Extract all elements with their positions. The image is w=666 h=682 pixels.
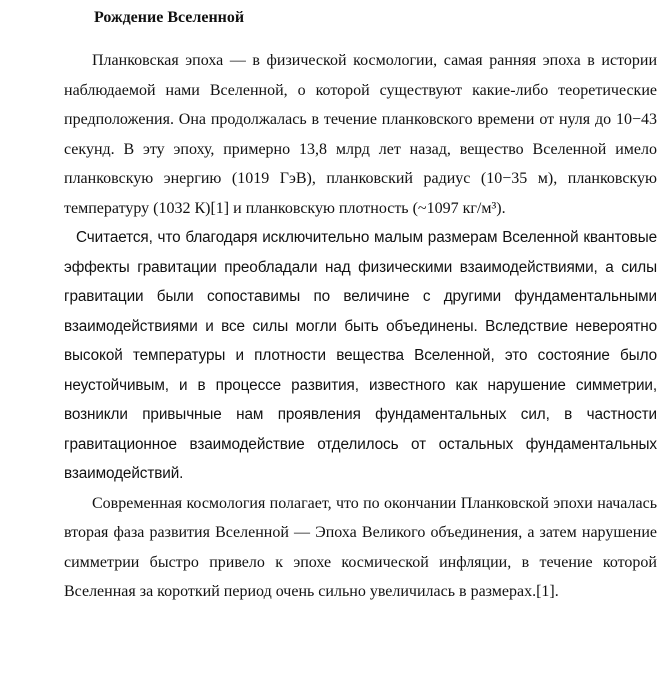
- document-title: Рождение Вселенной: [94, 9, 245, 26]
- paragraph-quantum-gravity: Считается, что благодаря исключительно малым размерам Вселенной квантовые эффекты гравитации преобладали над физическими взаимодействиями, а силы гравитации были сопоставимы по величине с другими фундаментальными взаимодействиями и все силы могли быть объединены. Вследствие невероятно высокой температуры и плотности вещества Вселенной, это состояние было неустойчивым, и в процессе развития, известного как нарушение симметрии, возникли привычные нам проявления фундаментальных сил, в частности гравитационное взаимодействие отделилось от остальных фундаментальных взаимодействий.: [64, 229, 657, 482]
- document-page: [64, 0, 657, 607]
- paragraph-planck-epoch: Планковская эпоха — в физической космологии, самая ранняя эпоха в истории наблюдаемой нами Вселенной, о которой существуют какие-либо теоретические предположения. Она продолжалась в течение планковского времени от нуля до 10−43 секунд. В эту эпоху, примерно 13,8 млрд лет назад, вещество Вселенной имело планковскую энергию (1019 ГэВ), планковский радиус (10−35 м), планковскую температуру (1032 К)[1] и планковскую плотность (~1097 кг/м³).: [64, 52, 657, 217]
- paragraph-modern-cosmology: Современная космология полагает, что по окончании Планковской эпохи началась вторая фаза развития Вселенной — Эпоха Великого объединения, а затем нарушение симметрии быстро привело к эпохе космической инфляции, в течение которой Вселенная за короткий период очень сильно увеличилась в размерах.[1].: [64, 494, 657, 600]
